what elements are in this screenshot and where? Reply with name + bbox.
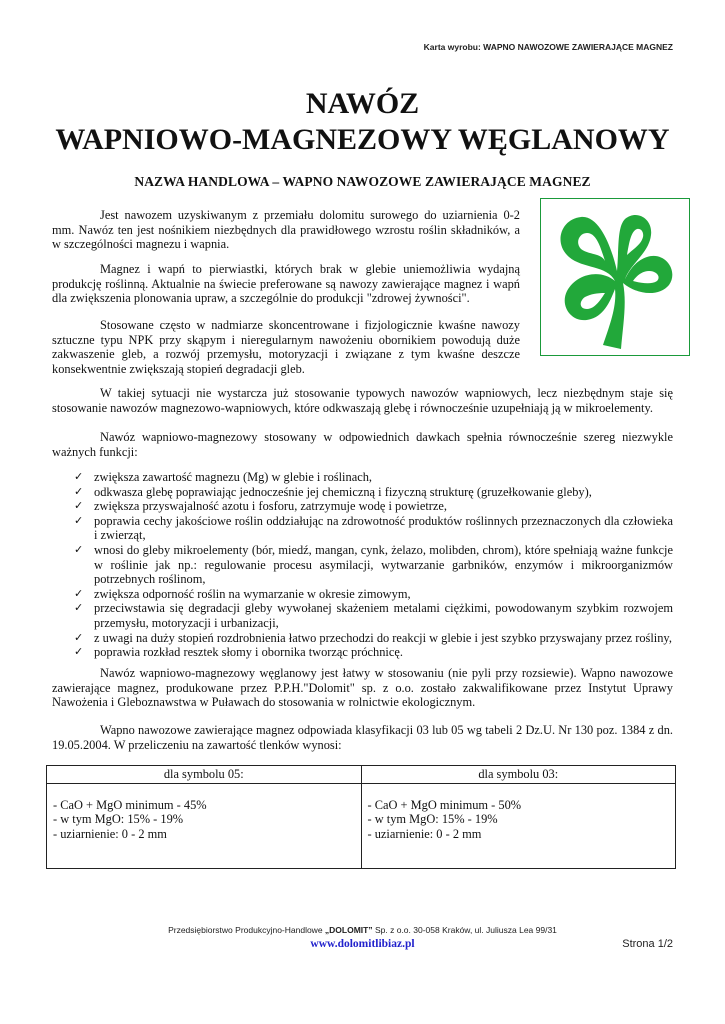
list-item: ✓ zwiększa odporność roślin na wymarzanie w okresie zimowym, [74,586,411,601]
checkmark-icon: ✓ [74,499,84,513]
grain-size-03: - uziarnienie: 0 - 2 mm [367,826,482,841]
table-header-symbol-03: dla symbolu 03: [361,766,676,784]
company-name: „DOLOMIT” [324,925,373,935]
table-cell-symbol-03 [361,783,676,868]
list-item: ✓ wnosi do gleby mikroelementy (bór, miedź, mangan, cynk, żelazo, molibden, chrom), które spełniają ważne funkcje w roślinie jak np.: regulowanie procesu asymilacji, wytwarzanie garbników, enzymów i mikroorganizmów potrzebnych roślinom, [74,542,673,587]
footer-company: Przedsiębiorstwo Produkcyjno-Handlowe „DOLOMIT” Sp. z o.o. 30-058 Kraków, ul. Juliusza Lea 99/31 [168,925,557,935]
checkmark-icon: ✓ [74,470,84,483]
list-item: ✓ poprawia rozkład resztek słomy i obornika tworząc próchnicę. [74,645,403,660]
page-number: Strona 1/2 [622,938,673,950]
checkmark-icon: ✓ [74,484,84,498]
checkmark-icon: ✓ [74,542,84,556]
mgo-range-05: - w tym MgO: 15% - 19% [53,812,184,827]
list-item: ✓ z uwagi na duży stopień rozdrobnienia łatwo przechodzi do reakcji w glebie i jest szybko przyswajany przez rośliny, [74,630,672,645]
table-cell-symbol-05 [47,783,362,868]
paragraph-functions-intro: Nawóz wapniowo-magnezowy stosowany w odpowiednich dawkach spełnia równocześnie szereg niezwykle ważnych funkcji: [52,430,673,459]
checkmark-icon: ✓ [74,601,84,615]
title-line-2: WAPNIOWO-MAGNEZOWY WĘGLANOWY [55,123,670,156]
title-line-1: NAWÓZ [305,87,420,120]
paragraph-intro: Jest nawozem uzyskiwanym z przemiału dolomitu surowego do uziarnienia 0-2 mm. Nawóz ten jest nośnikiem niezbędnych dla prawidłowego wzrostu roślin składników, a w szczególności magnezu i wapnia. [52,208,520,252]
checkmark-icon: ✓ [74,586,84,600]
checkmark-icon: ✓ [74,513,84,527]
trade-name-subtitle: NAZWA HANDLOWA – WAPNO NAWOZOWE ZAWIERAJĄCE MAGNEZ [134,174,591,189]
clover-leaf-icon [541,199,688,354]
paragraph-magnesium-calcium: Magnez i wapń to pierwiastki, których brak w glebie uniemożliwia wydajną produkcję roślinną. Aktualnie na świecie preferowane są nawozy zawierające magnez i wapń dla zwiększenia plonowania upraw, a szczególnie do produkcji "zdrowej żywności". [52,262,520,306]
list-item: ✓ zwiększa zawartość magnezu (Mg) w glebie i roślinach, [74,470,372,484]
mgo-range-03: - w tym MgO: 15% - 19% [367,812,498,827]
cao-mgo-min-03: - CaO + MgO minimum - 50% [367,797,522,812]
checkmark-icon: ✓ [74,630,84,644]
paragraph-usage: Nawóz wapniowo-magnezowy węglanowy jest łatwy w stosowaniu (nie pyli przy rozsiewie). Wapno nawozowe zawierające magnez, produkowane przez P.P.H."Dolomit" sp. z o.o. zostało zakwalifikowane przez Instytut Uprawy Nawożenia i Gleboznawstwa w Puławach do stosowania w rolnictwie ekologicznym. [52,666,673,710]
composition-table [46,765,676,869]
list-item: ✓ przeciwstawia się degradacji gleby wywołanej skażeniem metalami ciężkimi, powodowanym szybkim rozwojem przemysłu, motoryzacji i urbanizacji, [74,601,673,630]
list-item: ✓ zwiększa przyswajalność azotu i fosforu, zatrzymuje wodę i powietrze, [74,499,447,514]
paragraph-situation: W takiej sytuacji nie wystarcza już stosowanie typowych nawozów wapniowych, lecz niezbędnym staje się stosowanie nawozów magnezowo-wapniowych, które odkwaszają glebę i równocześnie uzupełniają ją w mikroelementy. [52,386,673,415]
clover-leaf-logo-icon [540,198,690,356]
checkmark-icon: ✓ [74,645,84,659]
functions-list [52,470,673,660]
list-item: ✓ poprawia cechy jakościowe roślin oddziałując na zdrowotność produktów roślinnych przeznaczonych dla człowieka i zwierząt, [74,513,673,543]
website-link[interactable]: www.dolomitlibiaz.pl [310,938,415,950]
document-header-note: Karta wyrobu: WAPNO NAWOZOWE ZAWIERAJĄCE MAGNEZ [423,42,673,52]
paragraph-classification: Wapno nawozowe zawierające magnez odpowiada klasyfikacji 03 lub 05 wg tabeli 2 Dz.U. Nr 130 poz. 1384 z dn. 19.05.2004. W przeliczeniu na zawartość tlenków wynosi: [52,723,673,752]
grain-size-05: - uziarnienie: 0 - 2 mm [53,826,167,841]
list-item: ✓ odkwasza glebę poprawiając jednocześnie jej chemiczną i fizyczną strukturę (gruzełkowanie gleby), [74,484,592,499]
table-header-symbol-05: dla symbolu 05: [47,766,362,784]
paragraph-soil-acidification: Stosowane często w nadmiarze skoncentrowane i fizjologicznie kwaśne nawozy sztuczne typu NPK przy skąpym i nieregularnym nawożeniu obornikiem powodują duże zakwaszenie gleb, a rozwój przemysłu, motoryzacji i związane z tym kwaśne deszcze konsekwentnie zwiększają stopień degradacji gleb. [52,318,520,376]
cao-mgo-min-05: - CaO + MgO minimum - 45% [53,797,207,812]
